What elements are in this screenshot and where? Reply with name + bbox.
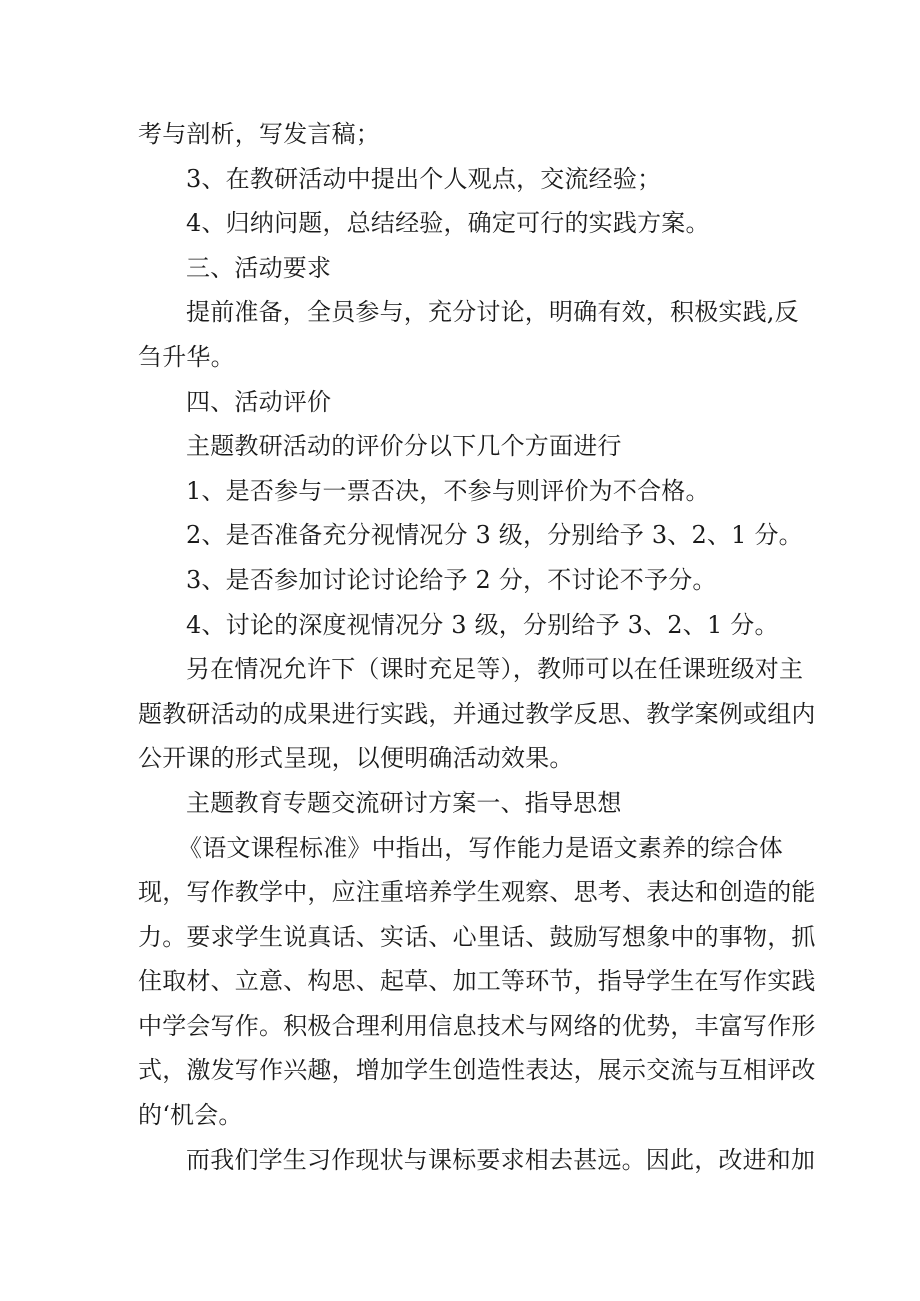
text-line: 3、是否参加讨论讨论给予 2 分，不讨论不予分。 [186, 565, 717, 594]
text-line: 考与剖析，写发言稿； [138, 120, 380, 148]
text-line: 提前准备，全员参与，充分讨论，明确有效，积极实践,反 [186, 298, 799, 327]
text-line: 刍升华。 [138, 342, 235, 371]
text-line: 力。要求学生说真话、实话、心里话、鼓励写想象中的事物，抓 [138, 922, 816, 951]
text-line: 的‘机会。 [138, 1101, 243, 1130]
text-line: 2、是否准备充分视情况分 3 级，分别给予 3、2、1 分。 [186, 521, 803, 550]
section-heading: 三、活动要求 [186, 253, 332, 282]
text-line: 住取材、立意、构思、起草、加工等环节，指导学生在写作实践 [138, 967, 816, 996]
text-line: 4、讨论的深度视情况分 3 级，分别给予 3、2、1 分。 [186, 610, 779, 639]
text-line: 式，激发写作兴趣，增加学生创造性表达，展示交流与互相评改 [138, 1056, 816, 1085]
text-line: 另在情况允许下（课时充足等），教师可以在任课班级对主 [186, 655, 804, 684]
section-heading: 主题教育专题交流研讨方案一、指导思想 [186, 788, 622, 817]
text-line: 中学会写作。积极合理利用信息技术与网络的优势，丰富写作形 [138, 1011, 816, 1040]
document-body [138, 112, 816, 1182]
section-heading: 四、活动评价 [186, 387, 332, 416]
text-line: 4、归纳问题，总结经验，确定可行的实践方案。 [186, 209, 710, 238]
text-line: 1、是否参与一票否决，不参与则评价为不合格。 [186, 476, 710, 505]
text-line: 现，写作教学中，应注重培养学生观察、思考、表达和创造的能 [138, 878, 816, 907]
text-line: 题教研活动的成果进行实践，并通过教学反思、教学案例或组内 [138, 699, 816, 728]
text-line: 主题教研活动的评价分以下几个方面进行 [186, 432, 622, 461]
text-line: 而我们学生习作现状与课标要求相去甚远。因此，改进和加 [186, 1145, 816, 1174]
text-line: 《语文课程标准》中指出，写作能力是语文素养的综合体 [178, 833, 783, 862]
text-line: 3、在教研活动中提出个人观点，交流经验； [186, 164, 662, 193]
text-line: 公开课的形式呈现，以便明确活动效果。 [138, 744, 574, 773]
